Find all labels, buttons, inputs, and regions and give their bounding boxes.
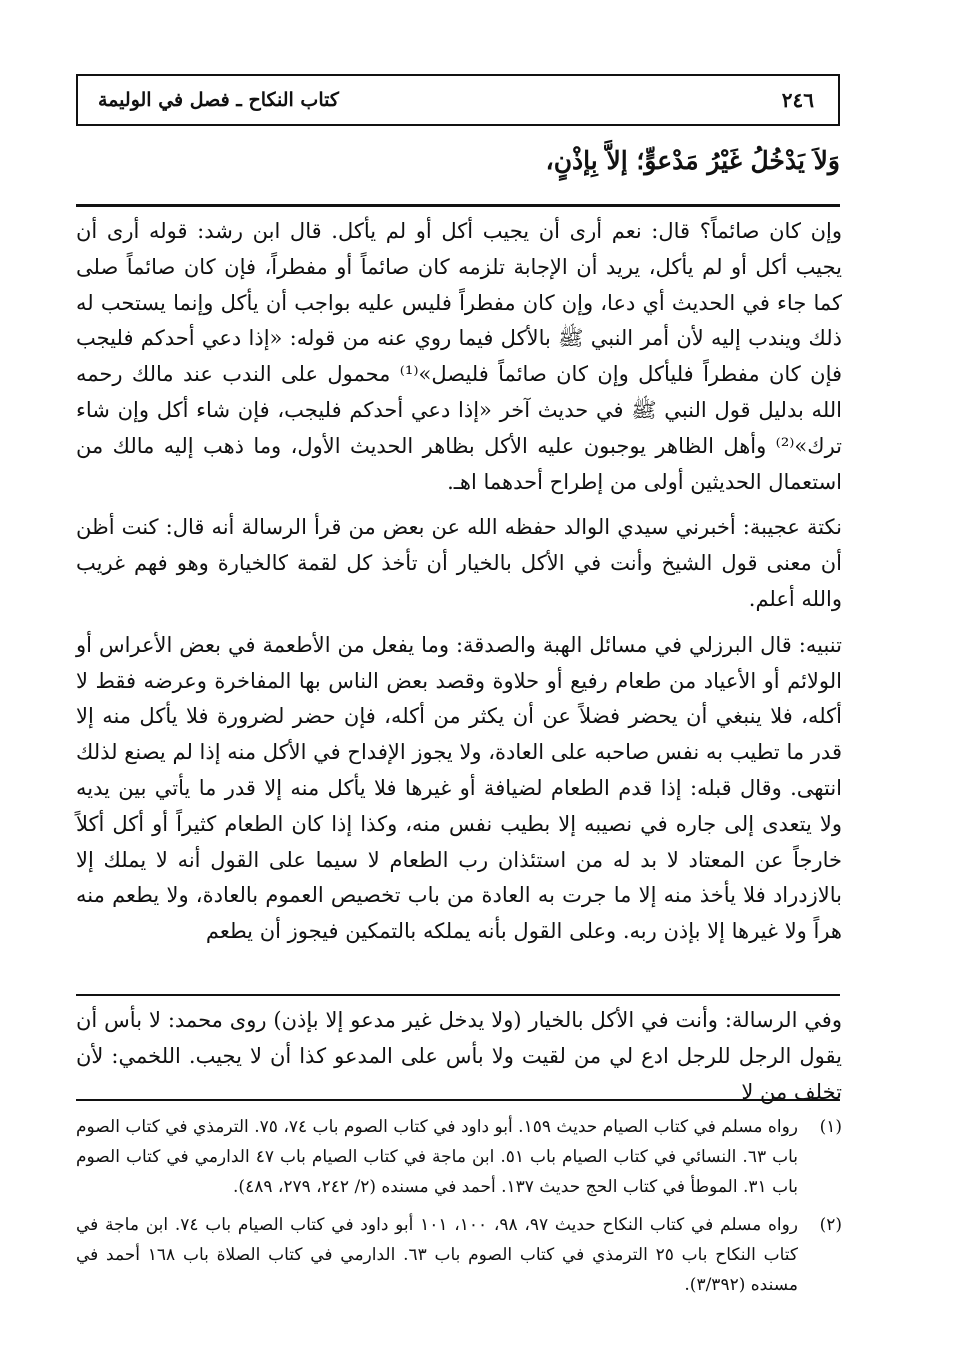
book-page xyxy=(76,74,846,1354)
footnote-text: رواه مسلم في كتاب النكاح حديث ٩٧، ٩٨، ١٠٠، ١٠١ أبو داود في كتاب الصيام باب ٧٤. ابن ماجة في كتاب النكاح باب ٢٥ الترمذي في كتاب الصوم باب ٦٣. الدارمي في كتاب الصلاة باب ١٦٨ أحمد في مسنده (٣/٣٩٢). xyxy=(76,1215,799,1295)
footnote-text: رواه مسلم في كتاب الصيام حديث ١٥٩. أبو داود في كتاب الصوم باب ٧٤، ٧٥. الترمذي في كتاب الصوم باب ٦٣. النسائي في كتاب الصيام باب ٥١. ابن ماجة في كتاب الصيام باب ٤٧ الدارمي في كتاب الصوم باب ٣١. الموطأ في كتاب الحج حديث ١٣٧. أحمد في مسنده (٢/ ٢٤٢، ٢٧٩، ٤٨٩). xyxy=(76,1117,798,1197)
footnote-divider xyxy=(76,1099,840,1101)
commentary xyxy=(76,214,842,960)
footnote xyxy=(76,1112,842,1202)
commentary-paragraph: تنبيه: قال البرزلي في مسائل الهبة والصدقة: وما يفعل من الأطعمة في بعض الأعراس أو الولائم أو الأعياد من طعام رفيع أو حلاوة وقصد بعض الناس بها المفاخرة وعرضه فقط لا أكله، فلا ينبغي أن يحضر فضلاً عن أن يكثر من أكله، فإن حضر لضرورة فلا يأكل منه إلا قدر ما تطيب به نفس صاحبه على العادة، ولا يجوز الإفداح في الأكل منه إذا لم يصنع لذلك انتهى. وقال قبله: إذا قدم الطعام لضيافة أو غيرها فلا يأكل منه إلا قدر ما يأتي بين يديه ولا يتعدى إلى جاره في نصيبه إلا بطيب نفس منه، وكذا إذا كان الطعام كثيراً أو أكل أكلاً خارجاً عن المعتاد لا بد له من استئذان رب الطعام لا سيما على القول أنه لا يملك إلا بالازدراد فلا يأخذ منه إلا ما جرت به العادة من باب تخصيص العموم بالعادة، ولا يطعم منه هراً ولا غيرها إلا بإذن ربه. وعلى القول بأنه يملكه بالتمكين فيجوز أن يطعم xyxy=(76,632,842,944)
running-header xyxy=(76,74,840,126)
footnotes xyxy=(76,1112,842,1308)
commentary-paragraph: وإن كان صائماً؟ قال: نعم أرى أن يجيب أكل أو لم يأكل. قال ابن رشد: قوله أرى أن يجيب أكل أو لم يأكل، يريد أن الإجابة تلزمه كان صائماً أو مفطراً، فإن كان صائماً صلى كما جاء في الحديث أي دعا، وإن كان مفطراً فليس عليه بواجب أن يأكل وإنما يستحب له ذلك ويندب إليه لأن أمر النبي ﷺ بالأكل فيما روي عنه من قوله: «إذا دعي أحدكم فليجب فإن كان مفطراً فليأكل وإن كان صائماً فليصل»⁽¹⁾ محمول على الندب عند مالك رحمه الله بدليل قول النبي ﷺ في حديث آخر «إذا دعي أحدكم فليجب، فإن شاء أكل وإن شاء ترك»⁽²⁾ وأهل الظاهر يوجبون عليه الأكل بظاهر الحديث الأول، وما ذهب إليه مالك من استعمال الحديثين أولى من إطراح أحدهما اهـ. xyxy=(76,219,843,494)
matn-divider xyxy=(76,204,840,207)
page-number: ٢٤٦ xyxy=(781,88,814,112)
matn-text: وَلاَ يَدْخُلُ غَيْرُ مَدْعوٍّ؛ إلاَّ بِإذْنٍ، xyxy=(545,146,840,175)
section-divider xyxy=(76,994,840,996)
lower-commentary xyxy=(76,1002,842,1110)
lower-commentary-text: وفي الرسالة: وأنت في الأكل بالخيار (ولا يدخل غير مدعو إلا بإذن) روى محمد: لا بأس أن يقول الرجل للرجل ادع لي من لقيت ولا بأس على المدعو كذا أن لا يجيب. اللخمي: لأن تخلف من لا xyxy=(76,1008,842,1104)
running-title: كتاب النكاح ـ فصل في الوليمة xyxy=(98,89,339,111)
footnote-number: (٢) xyxy=(819,1215,842,1235)
commentary-paragraph: نكتة عجيبة: أخبرني سيدي الوالد حفظه الله عن بعض من قرأ الرسالة أنه قال: كنت أظن أن معنى قول الشيخ وأنت في الأكل بالخيار أن تأخذ كل لقمة كالخيارة وهو فهم غريب والله أعلم. xyxy=(76,515,842,611)
footnote xyxy=(76,1210,842,1300)
footnote-number: (١) xyxy=(819,1117,842,1137)
